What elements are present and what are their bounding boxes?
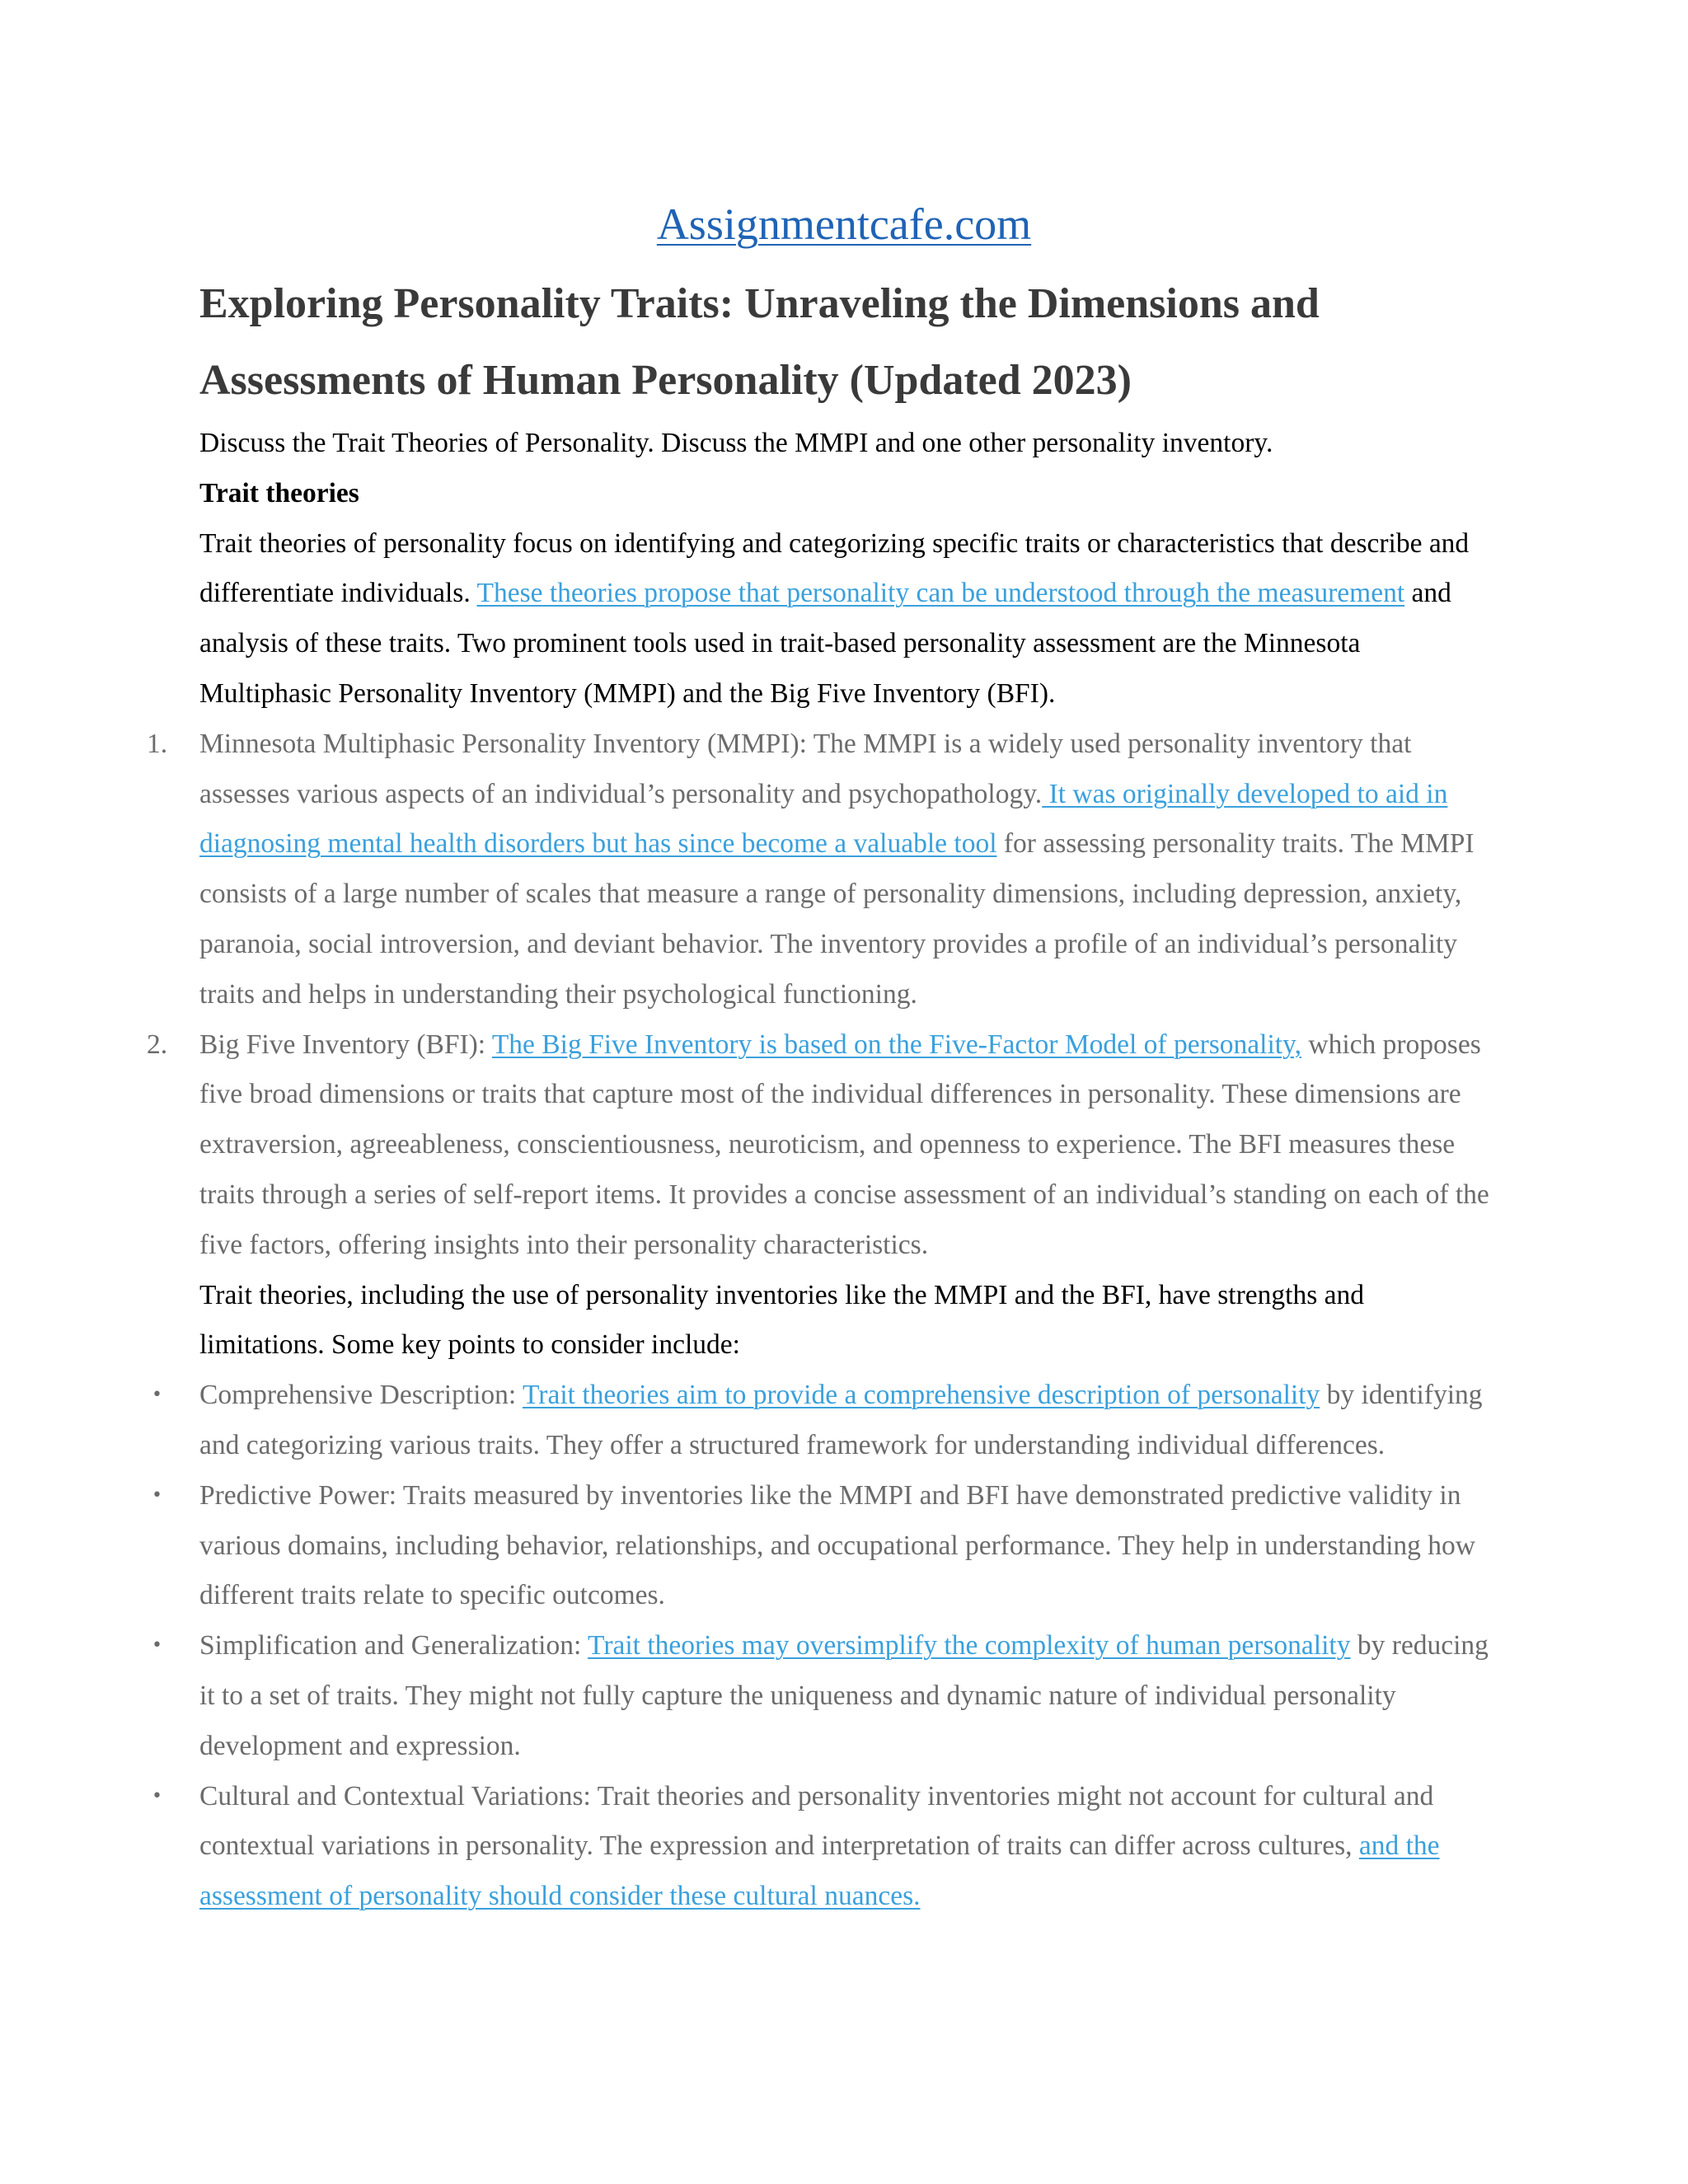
bullet-text-1: Cultural and Contextual Variations: Trait theories and personality inventories might not account for cultural and contextual variations in personality. The expression and interpretation of traits can differ across cultures,: [199, 1780, 1434, 1862]
bfi-text-1: Big Five Inventory (BFI):: [199, 1029, 492, 1060]
bullet-link[interactable]: Trait theories may oversimplify the complexity of human personality: [588, 1630, 1351, 1661]
bullet-icon: •: [152, 1385, 162, 1406]
bullet-simplification: [152, 1621, 1493, 1771]
key-points-list: [152, 1371, 1493, 1922]
section-heading: Trait theories: [199, 477, 359, 509]
bullet-text-1: Simplification and Generalization:: [199, 1630, 588, 1661]
bfi-link[interactable]: The Big Five Inventory is based on the Five-Factor Model of personality,: [491, 1029, 1302, 1060]
bullet-predictive-power: [152, 1471, 1493, 1621]
bullet-icon: •: [152, 1635, 162, 1657]
intro-text-2: and analysis of these traits. Two prominent tools used in trait-based personality assessment are the Minnesota Multiphasic Personality Inventory (MMPI) and the Big Five Inventory (BFI).: [199, 578, 1451, 709]
list-number: 1.: [147, 728, 168, 759]
bullet-link[interactable]: Trait theories aim to provide a comprehensive description of personality: [523, 1380, 1320, 1411]
mmpi-link[interactable]: It was originally developed to aid in diagnosing mental health disorders but has since become a valuable tool: [199, 778, 1448, 860]
bfi-text-2: which proposes five broad dimensions or traits that capture most of the individual differences in personality. These dimensions are extraversion, agreeableness, conscientiousness, neuroticism, and openness to experience. The BFI measures these traits through a series of self-report items. It provides a concise assessment of an individual’s standing on each of the five factors, offering insights into their personality characteristics.: [199, 1029, 1489, 1260]
intro-link[interactable]: These theories propose that personality can be understood through the measurement: [476, 578, 1405, 609]
bullet-icon: •: [152, 1484, 162, 1506]
bullet-comprehensive-description: [152, 1371, 1493, 1471]
assignment-prompt: Discuss the Trait Theories of Personality. Discuss the MMPI and one other personality inventory.: [199, 428, 1273, 458]
transition-paragraph: Trait theories, including the use of personality inventories like the MMPI and the BFI, have strengths and limitations. Some key points to consider include:: [199, 1279, 1364, 1361]
bullet-icon: •: [152, 1785, 162, 1807]
bullet-link[interactable]: and the assessment of personality should consider these cultural nuances.: [199, 1830, 1440, 1912]
bullet-text-1: Comprehensive Description:: [199, 1380, 523, 1411]
bullet-cultural-variations: [152, 1772, 1493, 1922]
intro-paragraph: [199, 519, 1493, 719]
bullet-text-1: Predictive Power: Traits measured by inventories like the MMPI and BFI have demonstrated predictive validity in various domains, including behavior, relationships, and occupational performance. They help in understanding how different traits relate to specific outcomes.: [199, 1479, 1475, 1611]
article-title: Exploring Personality Traits: Unraveling the Dimensions and Assessments of Human Personality (Updated 2023): [199, 280, 1320, 404]
list-number: 2.: [147, 1029, 168, 1060]
bullet-text-2: by identifying and categorizing various traits. They offer a structured framework for understanding individual differences.: [199, 1380, 1483, 1460]
inventory-list: [147, 719, 1493, 1271]
intro-text-1: Trait theories of personality focus on identifying and categorizing specific traits or characteristics that describe and differentiate individuals.: [199, 527, 1470, 609]
site-link[interactable]: Assignmentcafe.com: [656, 199, 1032, 249]
article-body: [147, 419, 1493, 1922]
mmpi-text-2: for assessing personality traits. The MMPI consists of a large number of scales that measure a range of personality dimensions, including depression, anxiety, paranoia, social introversion, and deviant behavior. The inventory provides a profile of an individual’s personality traits and helps in understanding their psychological functioning.: [199, 828, 1475, 1010]
mmpi-text-1: Minnesota Multiphasic Personality Inventory (MMPI): The MMPI is a widely used personality inventory that assesses various aspects of an individual’s personality and psychopathology.: [199, 728, 1412, 809]
bullet-text-2: by reducing it to a set of traits. They might not fully capture the uniqueness and dynamic nature of individual personality development and expression.: [199, 1630, 1489, 1761]
list-item-mmpi: [147, 719, 1493, 1020]
list-item-bfi: [147, 1020, 1493, 1271]
